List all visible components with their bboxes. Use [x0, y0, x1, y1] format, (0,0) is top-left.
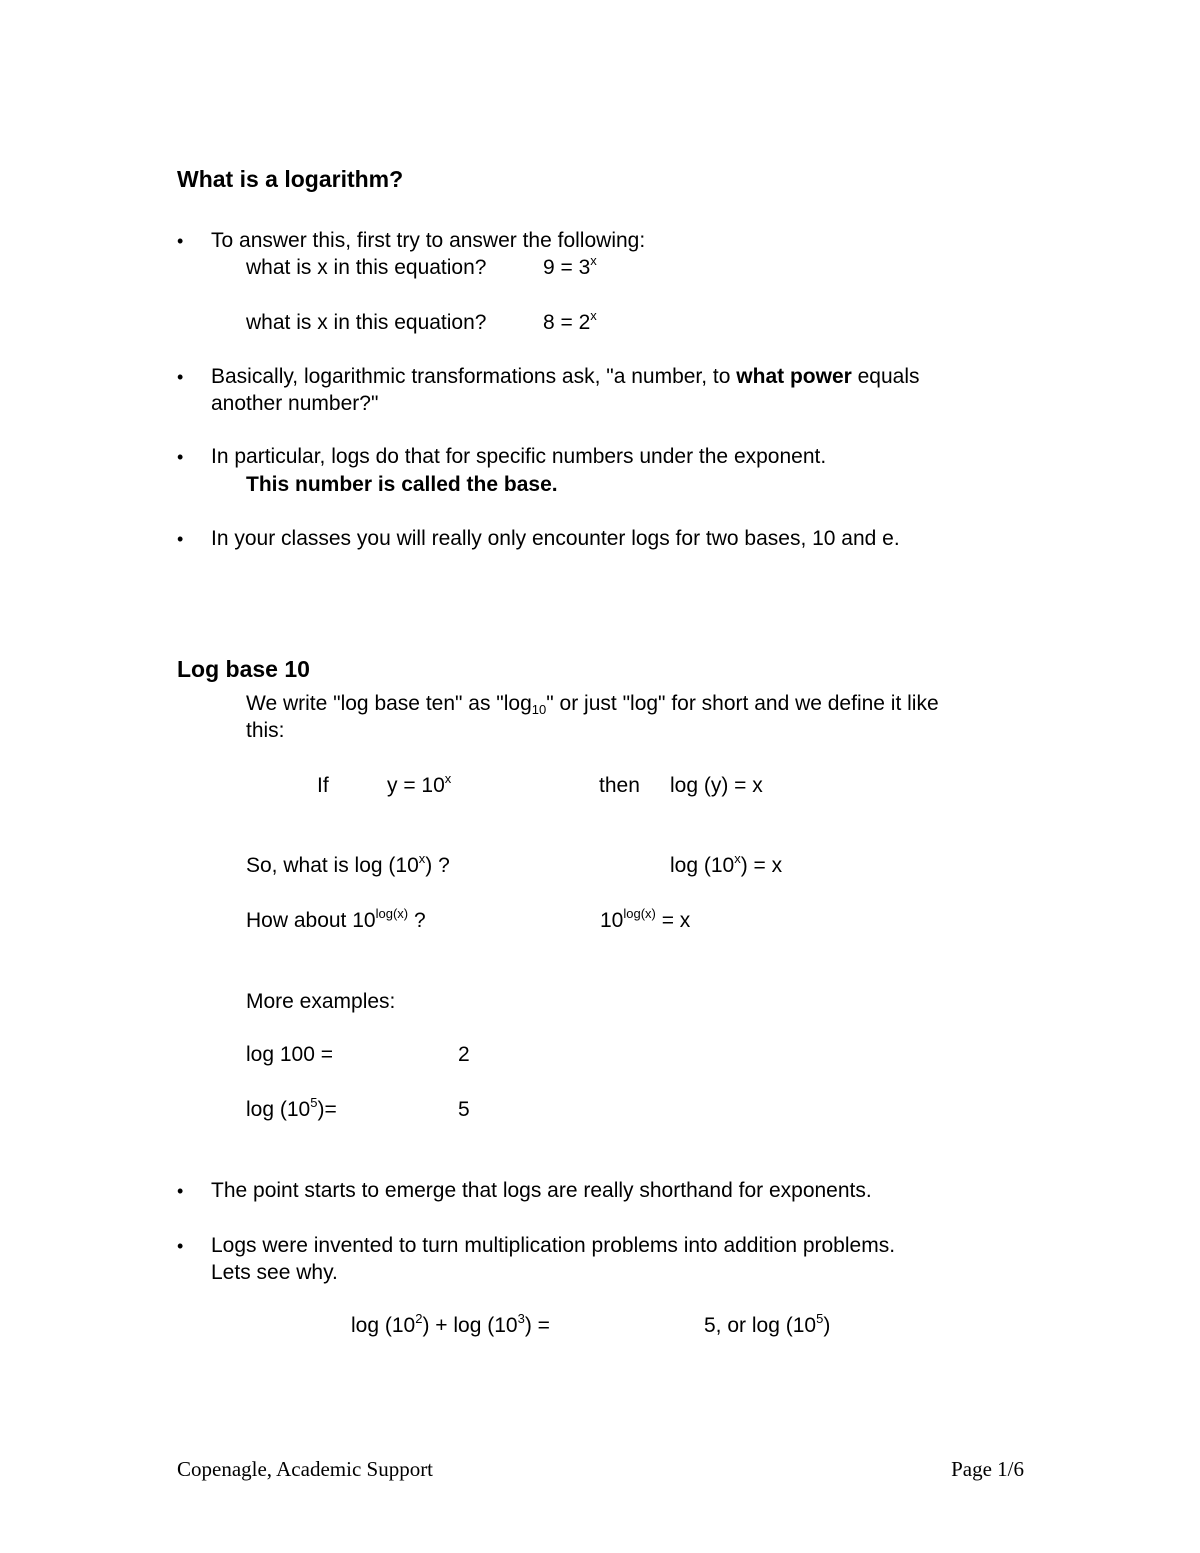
bullet-text-answer-this: To answer this, first try to answer the following:	[211, 229, 646, 252]
answer-10-logx: $10^{log(x)} = x$	[600, 906, 691, 932]
definition-if: If	[317, 774, 329, 797]
intro-text-line2: this:	[246, 719, 285, 742]
bullet-text-in-particular: In particular, logs do that for specific numbers under the exponent.	[211, 445, 827, 468]
definition-log-y: log (y) = x	[670, 774, 763, 797]
bullet-text-shorthand: The point starts to emerge that logs are really shorthand for exponents.	[211, 1179, 872, 1202]
footer-author: Copenagle, Academic Support	[177, 1457, 434, 1481]
example-log-100: log 100 =	[246, 1043, 333, 1066]
question-text: what is x in this equation?	[246, 311, 487, 334]
bullet: •	[177, 529, 184, 549]
example-log-100-result: 2	[458, 1043, 470, 1066]
example-log-10-5: $\log (10^5)=$	[246, 1095, 337, 1121]
bullet-text-two-bases: In your classes you will really only encounter logs for two bases, 10 and e.	[211, 527, 900, 550]
bullet: •	[177, 447, 184, 467]
definition-y-equals: $y = 10^x$	[387, 771, 452, 797]
answer-log-10x: $\log (10^x) = x$	[670, 851, 783, 877]
example-log-10-5-result: 5	[458, 1098, 470, 1121]
question-text: what is x in this equation?	[246, 256, 487, 279]
base-definition: This number is called the base.	[246, 473, 558, 496]
equation-9-3x: $9 = 3^x$	[543, 253, 597, 279]
section-heading-logarithm: What is a logarithm?	[177, 166, 404, 192]
equation-8-2x: $8 = 2^x$	[543, 308, 597, 334]
bullet: •	[177, 1181, 184, 1201]
bullet-text-basically: Basically, logarithmic transformations ask, "a number, to what power equals	[211, 365, 920, 388]
definition-then: then	[599, 774, 640, 797]
addition-equation-result: 5, or $\log (10^5)$	[704, 1311, 831, 1337]
bullet-text-basically-line2: another number?"	[211, 392, 379, 415]
intro-text: We write "log base ten" as "$\log_{10}$" or just "log" for short and we define it like	[246, 692, 939, 717]
addition-equation: $\log (10^2) + \log (10^3)$ =	[351, 1311, 550, 1337]
bullet: •	[177, 1236, 184, 1256]
question-10-logx: How about $10^{log(x)}$ ?	[246, 906, 426, 932]
more-examples-label: More examples:	[246, 990, 396, 1013]
bullet-text-invented: Logs were invented to turn multiplication problems into addition problems.	[211, 1234, 896, 1257]
section-heading-log-base-10: Log base 10	[177, 656, 310, 682]
footer-page-number: Page 1/6	[951, 1457, 1024, 1481]
bullet-text-invented-line2: Lets see why.	[211, 1261, 338, 1284]
bullet: •	[177, 367, 184, 387]
bullet: •	[177, 231, 184, 251]
question-log-10x: So, what is log (10$^x$) ?	[246, 851, 450, 877]
